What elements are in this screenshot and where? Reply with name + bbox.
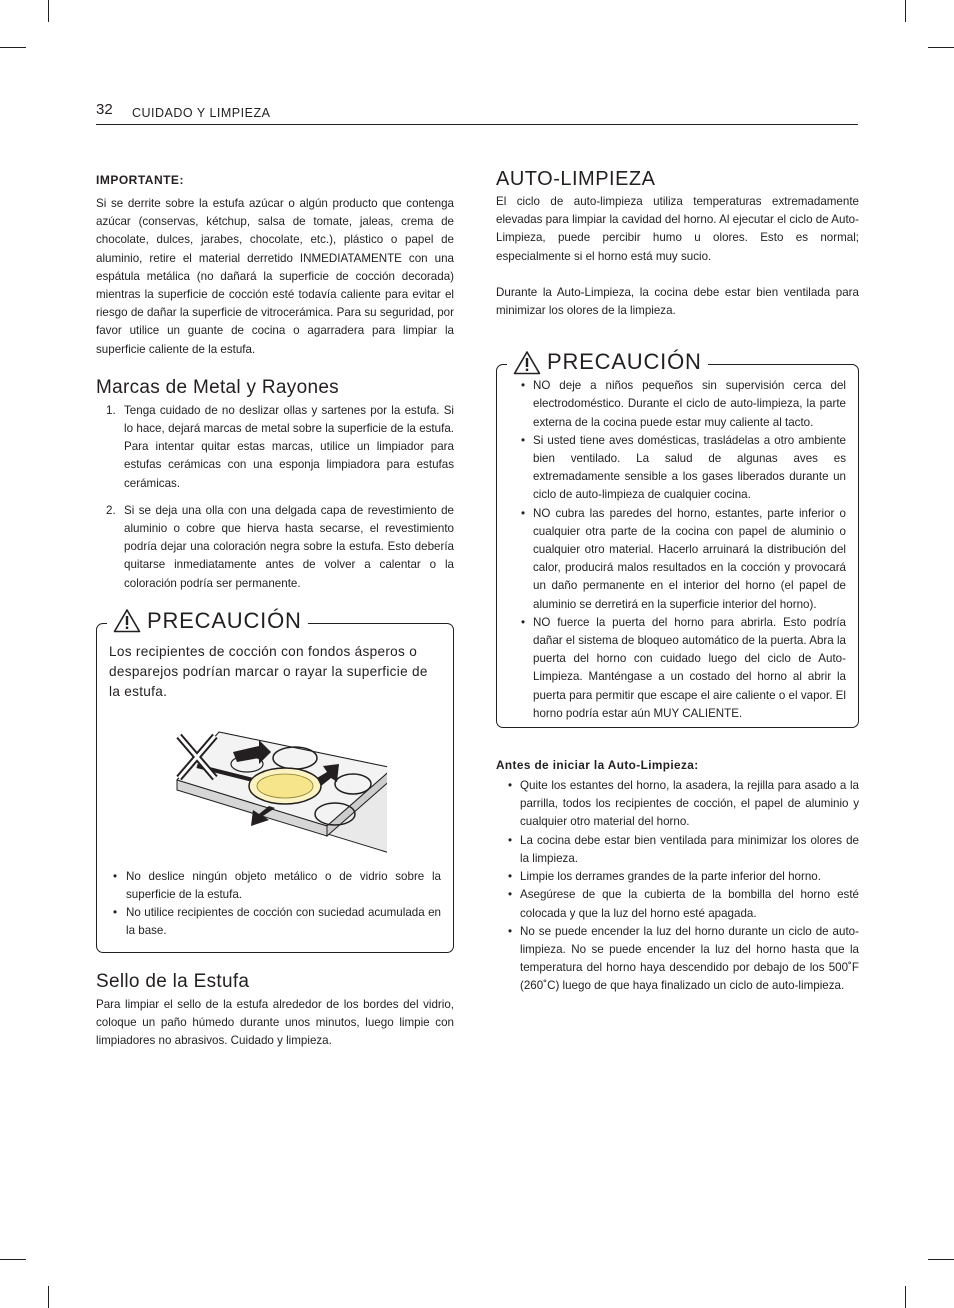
item-text: Si se deja una olla con una delgada capa de revestimiento de aluminio o cobre que hierva hasta secarse, el revestimiento podría dejar una coloración negra sobre la estufa. Esto debería quitarse inmediatamente antes de volver a calentar o la coloración podría ser permanente. [124, 503, 454, 590]
crop-mark [928, 1259, 954, 1260]
bullet-icon: • [508, 833, 513, 847]
metal-list [96, 402, 454, 593]
list-item [496, 832, 859, 868]
crop-mark [48, 0, 49, 22]
auto-clean-heading: AUTO-LIMPIEZA [496, 168, 656, 190]
crop-mark [0, 1259, 26, 1260]
item-number: 2. [106, 503, 116, 517]
before-self-clean-label: Antes de iniciar la Auto-Limpieza: [496, 758, 699, 773]
important-label: IMPORTANTE: [96, 173, 184, 187]
cooktop-sliding-pan-illustration [167, 728, 387, 858]
list-item [509, 377, 846, 432]
crop-mark [905, 1286, 906, 1308]
metal-heading: Marcas de Metal y Rayones [96, 376, 339, 398]
bullet-text: La cocina debe estar bien ventilada para minimizar los olores de la limpieza. [520, 833, 859, 865]
seal-text: Para limpiar el sello de la estufa alrededor de los bordes del vidrio, coloque un paño húmedo durante unos minutos, luego limpie con limpiadores no abrasivos. Cuidado y limpieza. [96, 997, 454, 1048]
seal-heading: Sello de la Estufa [96, 970, 250, 992]
auto-clean-para-2: Durante la Auto-Limpieza, la cocina debe estar bien ventilada para minimizar los olores de la limpieza. [496, 285, 859, 318]
caution-bullets [109, 868, 441, 941]
crop-mark [905, 0, 906, 22]
bullet-text: No se puede encender la luz del horno durante un ciclo de auto-limpieza. No se puede encender la luz del horno hasta que la temperatura del horno haya descendido por debajo de los 500˚F (260˚C) luego de que haya finalizado un ciclo de auto-limpieza. [520, 924, 859, 993]
page-header [96, 100, 858, 125]
list-item [509, 505, 846, 614]
caution-title: PRECAUCIÓN [547, 349, 702, 375]
warning-triangle-icon [513, 350, 541, 375]
list-item [109, 868, 441, 904]
bullet-icon: • [521, 506, 526, 520]
section-title: CUIDADO Y LIMPIEZA [132, 106, 271, 120]
bullet-text: Quite los estantes del horno, la asadera, la rejilla para asado a la parrilla, todos los recipientes de cocción, el papel de aluminio y cualquier otro material del horno. [520, 779, 859, 829]
caution-bullets [509, 377, 846, 723]
crop-mark [928, 47, 954, 48]
bullet-text: Limpie los derrames grandes de la parte inferior del horno. [520, 870, 821, 884]
bullet-icon: • [508, 779, 513, 793]
bullet-icon: • [113, 869, 118, 883]
list-item [96, 402, 454, 493]
bullet-text: No deslice ningún objeto metálico o de vidrio sobre la superficie de la estufa. [126, 869, 441, 902]
bullet-icon: • [113, 906, 118, 920]
bullet-text: Si usted tiene aves domésticas, trasládelas a otro ambiente bien ventilado. La salud de algunas aves es extremadamente sensible a los gases liberados durante un ciclo de auto-limpieza de cualquier cocina. [533, 433, 846, 502]
bullet-icon: • [508, 888, 513, 902]
bullet-icon: • [521, 615, 526, 629]
important-text: Si se derrite sobre la estufa azúcar o algún producto que contenga azúcar (conservas, kétchup, salsa de tomate, jaleas, crema de chocolate, dulces, jarabes, chocolate, etc.), plástico o papel de aluminio, retire el material derretido INMEDIATAMENTE con una espátula metálica (no dañará la superficie de cocción decorada) mientras la superficie de cocción esté todavía caliente para evitar el riesgo de dañar la superficie de vitrocerámica. Para su seguridad, por favor utilice un guante de cocina o agarradera para limpiar la superficie caliente de la estufa. [96, 197, 454, 356]
bullet-icon: • [508, 924, 513, 938]
caution-box-self-clean [496, 349, 859, 728]
page-number: 32 [96, 101, 113, 118]
caution-lead: Los recipientes de cocción con fondos ásperos o desparejos podrían marcar o rayar la superficie de la estufa. [109, 643, 428, 699]
bullet-text: NO fuerce la puerta del horno para abrirla. Esto podría dañar el sistema de bloqueo automático de la puerta. Abra la puerta del horno con cuidado luego del ciclo de Auto-Limpieza. Manténgase a un costado del horno al abrir la puerta para permitir que escape el aire caliente o el vapor. El horno podría estar aún MUY CALIENTE. [533, 615, 846, 720]
caution-header [507, 349, 708, 375]
list-item [496, 868, 859, 886]
item-number: 1. [106, 403, 116, 417]
right-column [496, 168, 859, 996]
list-item [496, 886, 859, 922]
caution-title: PRECAUCIÓN [147, 607, 302, 633]
bullet-text: Asegúrese de que la cubierta de la bombilla del horno esté colocada y que la luz del horno esté apagada. [520, 888, 859, 920]
bullet-icon: • [521, 379, 526, 393]
bullet-text: No utilice recipientes de cocción con suciedad acumulada en la base. [126, 906, 441, 938]
bullet-icon: • [508, 870, 513, 884]
bullet-text: NO cubra las paredes del horno, estantes, parte inferior o cualquier otra parte de la cocina con papel de aluminio o cualquier otro material. Hacerlo arruinará la distribución del calor, producirá malos resultados en la cocción y provocará un daño permanente en el interior del horno (el papel de aluminio se derretirá en la superficie interior del horno). [533, 506, 846, 611]
item-text: Tenga cuidado de no deslizar ollas y sartenes por la estufa. Si lo hace, dejará marcas de metal sobre la superficie de la estufa. Para intentar quitar estas marcas, utilice un limpiador para estufas cerámicas con una esponja limpiadora para estufas cerámicas. [124, 403, 454, 490]
left-column [96, 170, 454, 1050]
list-item [509, 614, 846, 723]
list-item [509, 432, 846, 505]
crop-mark [0, 47, 26, 48]
list-item [496, 923, 859, 996]
auto-clean-para-1: El ciclo de auto-limpieza utiliza temperaturas extremadamente elevadas para limpiar la cavidad del horno. Al ejecutar el ciclo de Auto-Limpieza, puede percibir humo u olores. Esto es normal; especialmente si el horno está muy sucio. [496, 195, 859, 263]
caution-header [107, 608, 308, 634]
list-item [96, 502, 454, 593]
bullet-icon: • [521, 433, 526, 447]
crop-mark [48, 1286, 49, 1308]
list-item [109, 904, 441, 940]
caution-box-cookware [96, 607, 454, 953]
before-self-clean-list [496, 777, 859, 995]
bullet-text: NO deje a niños pequeños sin supervisión cerca del electrodoméstico. Durante el ciclo de auto-limpieza, la parte externa de la cocina puede estar muy caliente al tacto. [533, 379, 846, 429]
warning-triangle-icon [113, 608, 141, 633]
list-item [496, 777, 859, 832]
